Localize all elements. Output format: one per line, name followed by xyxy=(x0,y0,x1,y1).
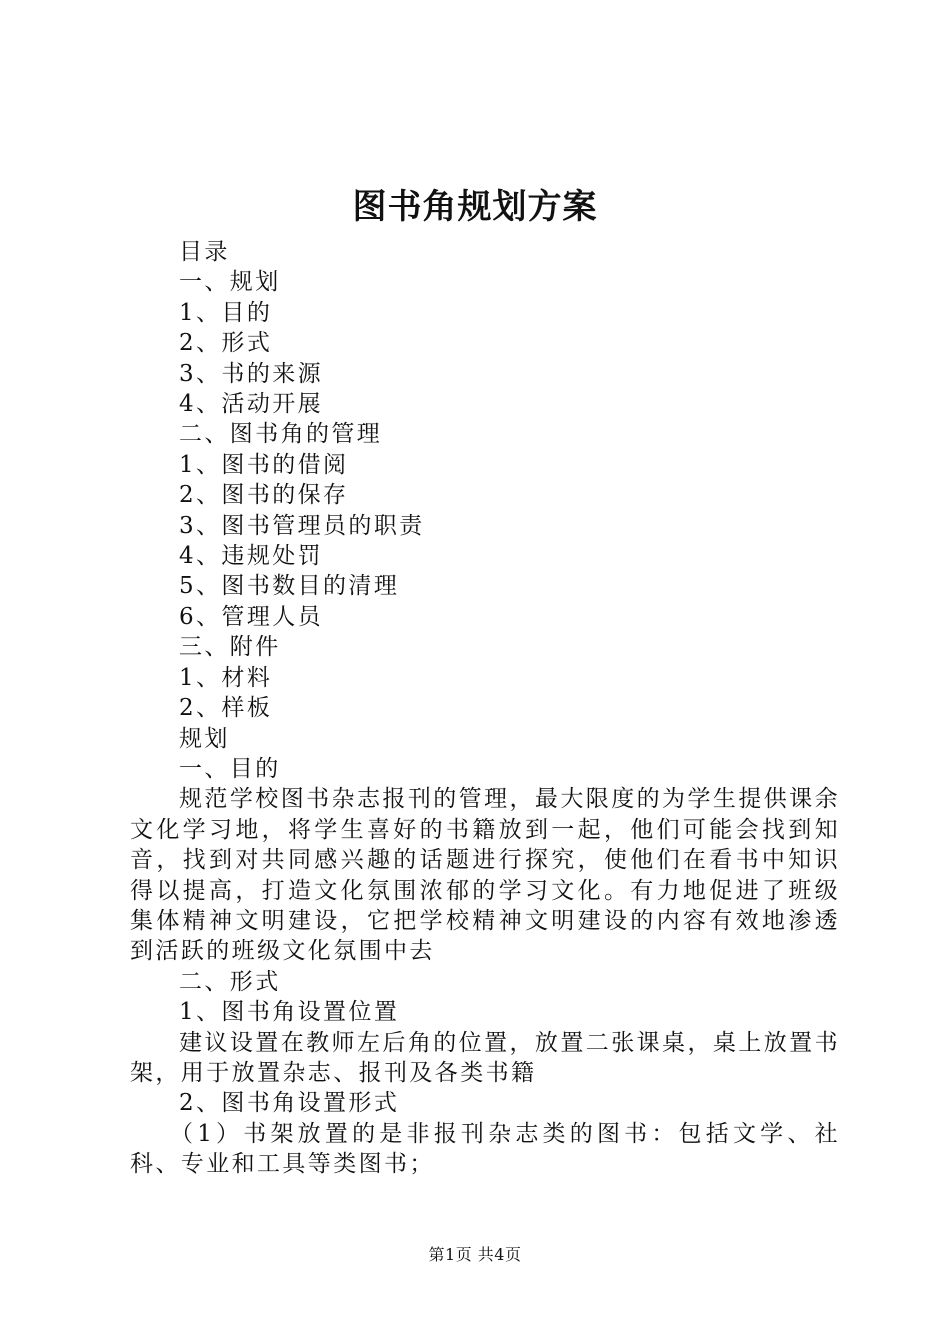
document-title: 图书角规划方案 xyxy=(352,187,598,227)
toc-item: 4、违规处罚 xyxy=(179,543,324,570)
table-of-contents xyxy=(130,237,840,724)
toc-item: 1、目的 xyxy=(179,299,273,326)
purpose-paragraph: 规范学校图书杂志报刊的管理，最大限度的为学生提供课余文化学习地，将学生喜好的书籍放到一起，他们可能会找到知音，找到对共同感兴趣的话题进行探究，使他们在看书中知识得以提高，打造文化氛围浓郁的学习文化。有力地促进了班级集体精神文明建设，它把学校精神文明建设的内容有效地渗透到活跃的班级文化氛围中去 xyxy=(130,786,840,965)
toc-item: 1、材料 xyxy=(179,664,273,691)
toc-item: 4、活动开展 xyxy=(179,391,324,418)
toc-item: 2、图书的保存 xyxy=(179,482,349,509)
document-body xyxy=(130,237,840,1180)
toc-item: 二、图书角的管理 xyxy=(179,421,383,448)
form-type-paragraph: （1）书架放置的是非报刊杂志类的图书：包括文学、社科、专业和工具等类图书； xyxy=(130,1120,840,1178)
section-heading-form: 二、形式 xyxy=(179,968,281,995)
toc-item: 目录 xyxy=(179,239,230,265)
location-paragraph: 建议设置在教师左后角的位置，放置二张课桌，桌上放置书架，用于放置杂志、报刊及各类书籍 xyxy=(130,1029,840,1086)
subheading-form-type: 2、图书角设置形式 xyxy=(179,1090,400,1117)
subheading-location: 1、图书角设置位置 xyxy=(179,999,400,1026)
section-title: 规划 xyxy=(179,725,230,752)
toc-item: 3、书的来源 xyxy=(179,360,324,387)
section-heading-purpose: 一、目的 xyxy=(179,755,281,782)
toc-item: 一、规划 xyxy=(179,269,281,296)
toc-item: 5、图书数目的清理 xyxy=(179,573,400,600)
toc-item: 1、图书的借阅 xyxy=(179,451,349,478)
page-footer: 第1页 共4页 xyxy=(428,1245,522,1264)
toc-item: 2、形式 xyxy=(179,330,273,357)
toc-item: 6、管理人员 xyxy=(179,603,324,630)
toc-item: 3、图书管理员的职责 xyxy=(179,512,425,539)
toc-item: 2、样板 xyxy=(179,695,273,722)
toc-item: 三、附件 xyxy=(179,634,281,661)
